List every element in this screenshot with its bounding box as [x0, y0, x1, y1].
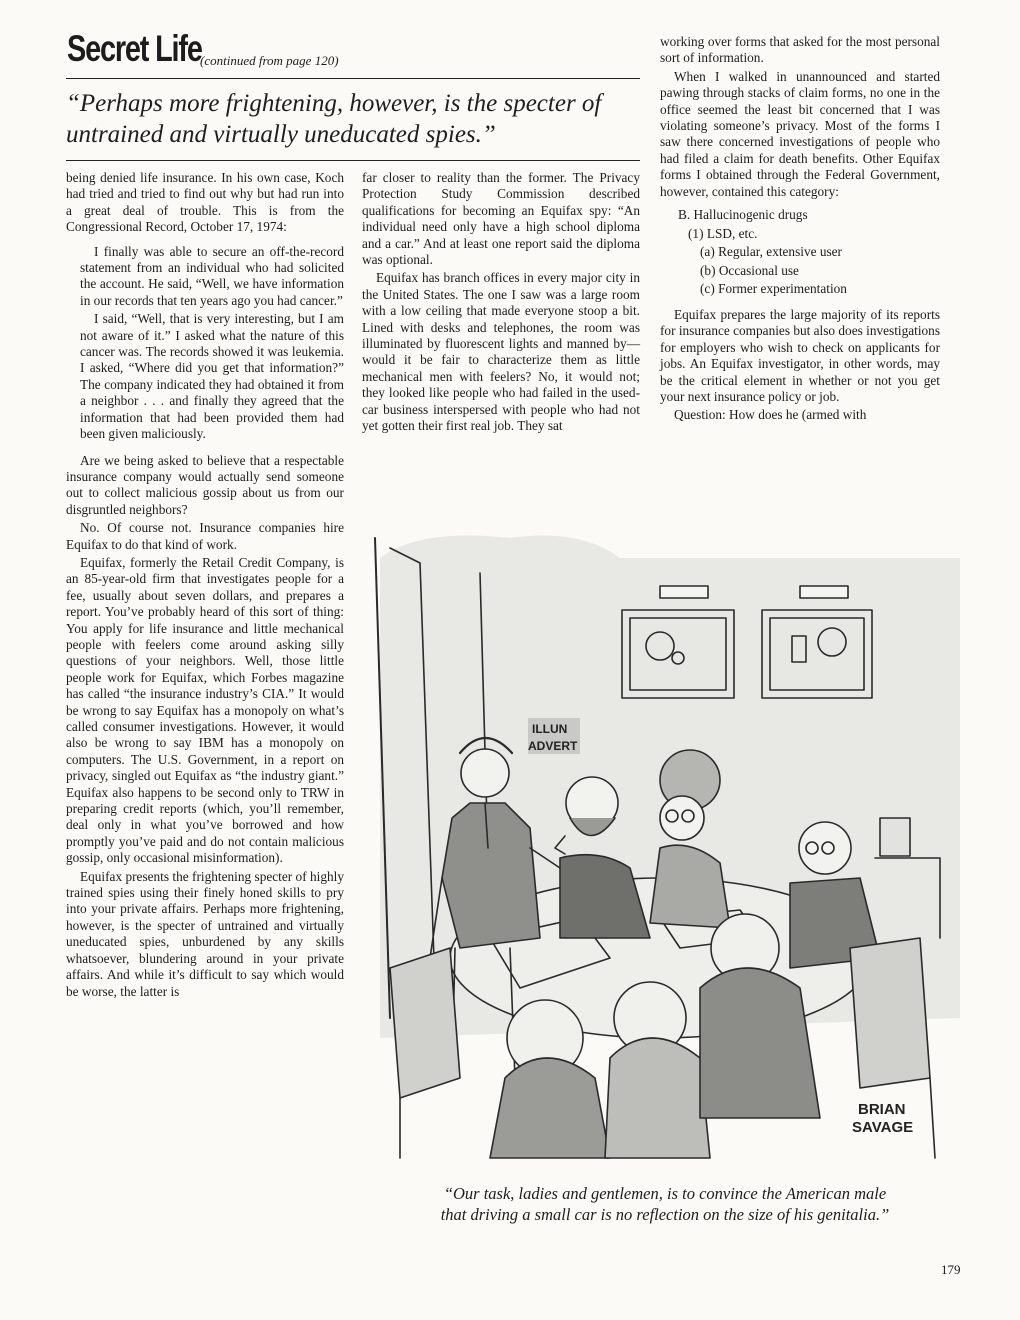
pull-quote: “Perhaps more frightening, however, is the specter of untrained and virtually uneducated spies.” — [66, 90, 602, 148]
artist-signature: SAVAGE — [852, 1119, 914, 1136]
col3-paragraph: Question: How does he (armed with — [674, 407, 867, 423]
col3-paragraph: working over forms that asked for the most personal sort of information. — [660, 34, 940, 66]
col2-paragraph: far closer to reality than the former. The Privacy Protection Study Commission described qualifications for becoming an Equifax spy: “An individual need only have a high school diploma and a car.” And at least one report said the diploma was optional. — [362, 170, 640, 268]
col2-paragraph: Equifax has branch offices in every major city in the United States. The one I saw was a large room with a low ceiling that made everyone stoop a bit. Lined with desks and telephones, the room was illuminated by fluorescent lights and manned by—would it be fair to characterize them as little mechanical men with feelers? No, it would not; they looked like people who had failed in the used-car business interspersed with people who had not yet gotten their first real job. They sat — [362, 270, 640, 434]
drug-category-list — [678, 206, 940, 299]
cartoon-illustration — [360, 518, 965, 1178]
list-item: (a) Regular, extensive user — [700, 244, 842, 260]
col1-paragraph: Equifax, formerly the Retail Credit Company, is an 85-year-old firm that investigates people for a fee, usually about seven dollars, and prepares a report. You’ve probably heard of this sort of thing: You apply for life insurance and little mechanical people with feelers come around asking silly questions of your neighbors. Well, those little people work for Equifax, which Forbes magazine has called “the insurance industry’s CIA.” It would be wrong to say Equifax has a monopoly on what’s called consumer investigations. However, it would also be wrong to say IBM has a monopoly on computers. The U.S. Government, in a report on privacy, singled out Equifax as “the industry giant.” Equifax also happens to be second only to TRW in preparing credit reports (which, you’ll remember, deal only in what you’ve borrowed and how promptly you’ve paid and do not contain malicious gossip, only occasional misinformation). — [66, 554, 344, 866]
col3-paragraph: When I walked in unannounced and started pawing through stacks of claim forms, no one in the office seemed the least bit concerned that I was violating someone’s privacy. Most of the forms I saw there concerned investigations of people who had filed a claim for death benefits. Other Equifax forms I obtained through the Federal Government, however, contained this category: — [660, 68, 940, 199]
quote-paragraph: I said, “Well, that is very interesting, but I am not aware of it.” I asked what the nature of this cancer was. The records showed it was leukemia. I asked, “Where did you get that information?” The company indicated they had obtained it from a neighbor . . . and finally they agreed that the information that had been provided them had been given maliciously. — [80, 311, 344, 442]
pull-quote-rule — [66, 160, 640, 161]
header-rule — [66, 78, 640, 79]
list-item: (1) LSD, etc. — [688, 225, 758, 241]
congressional-record-quote — [80, 244, 344, 443]
col1-paragraph: No. Of course not. Insurance companies hire Equifax to do that kind of work. — [66, 520, 344, 552]
cartoon-caption: “Our task, ladies and gentlemen, is to convince the American male that driving a small car is no reflection on the size of his genitalia.” — [440, 1184, 890, 1224]
col1-paragraph: Are we being asked to believe that a respectable insurance company would actually send someone out to collect malicious gossip about us from our disgruntled neighbors? — [66, 452, 344, 517]
list-item: (c) Former experimentation — [700, 281, 847, 297]
door-sign-text: ILLUN — [532, 722, 568, 736]
col3-paragraph: Equifax prepares the large majority of its reports for insurance companies but also does investigations for employers who wish to check on applicants for jobs. An Equifax investigator, in other words, may be the critical element in whether or not you get your next insurance policy or job. — [660, 307, 940, 405]
column-3 — [660, 34, 940, 426]
section-title: Secret Life — [67, 28, 202, 69]
continued-note: (continued from page 120) — [200, 53, 339, 68]
list-item: B. Hallucinogenic drugs — [678, 207, 808, 223]
col1-paragraph: being denied life insurance. In his own case, Koch had tried and tried to find out why but had run into a great deal of trouble. This is from the Congressional Record, October 17, 1974: — [66, 170, 344, 235]
column-1 — [66, 170, 344, 1002]
page-number: 179 — [941, 1262, 961, 1277]
quote-paragraph: I finally was able to secure an off-the-record statement from an individual who had solicited the account. He said, “Well, we have information in our records that ten years ago you had cancer.” — [80, 243, 344, 308]
list-item: (b) Occasional use — [700, 262, 799, 278]
door-sign-text: ADVERT — [528, 739, 578, 753]
col1-paragraph: Equifax presents the frightening specter of highly trained spies using their finely honed skills to pry into your private affairs. Perhaps more frightening, however, is the specter of untrained and virtually uneducated spies, unburdened by any skills whatsoever, blundering around in your private affairs. And while it’s difficult to say which would be worse, the latter is — [66, 868, 344, 999]
artist-signature: BRIAN — [858, 1101, 906, 1118]
column-2 — [362, 170, 640, 437]
